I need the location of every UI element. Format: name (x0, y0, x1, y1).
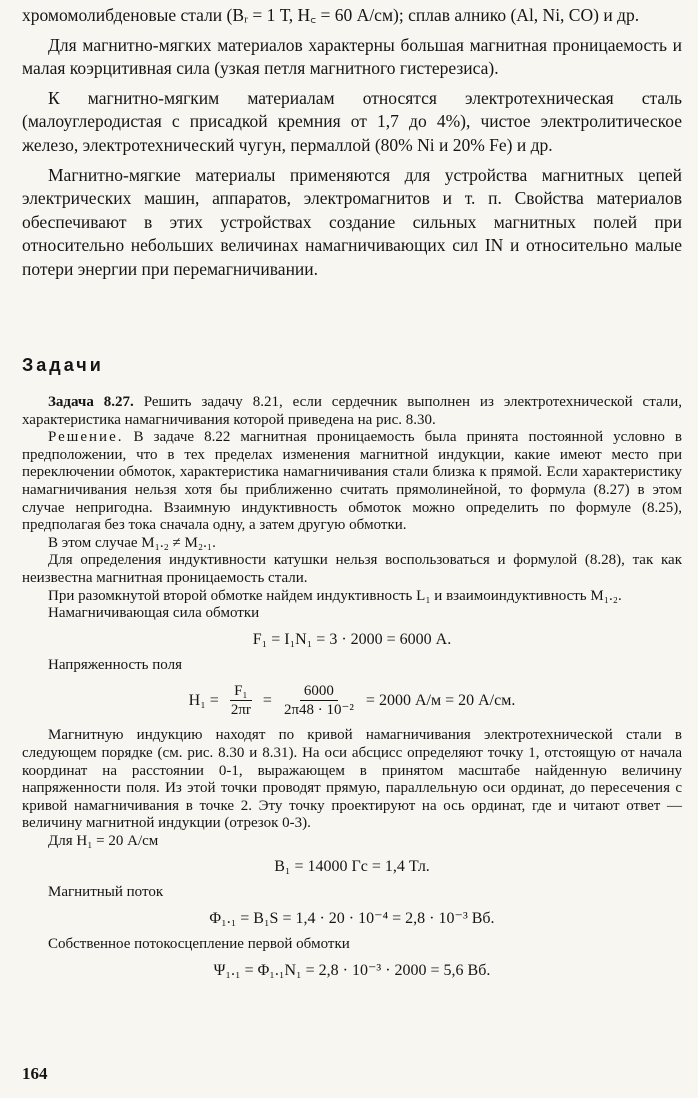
equation-b: B₁ = 14000 Гс = 1,4 Тл. (274, 858, 430, 876)
solution-label: Решение. (48, 429, 124, 446)
equation-field (22, 682, 682, 719)
for-h-line: Для H₁ = 20 А/см (48, 832, 159, 849)
eq-lhs: H₁ = (188, 692, 219, 710)
label-flux: Магнитный поток (48, 884, 164, 901)
paragraph: Магнитно-мягкие материалы применяются для устройства магнитных цепей электрических машин, аппаратов, электромагнитов и т. п. Свойства материалов обеспечивают в этих устройствах создание сильных магнитных полей при относительно небольших величинах намагничивающих сил IN и относительно малые потери энергии при перемагничивании. (22, 164, 682, 279)
equation-mmf: F₁ = I₁N₁ = 3 · 2000 = 6000 А. (252, 630, 452, 648)
paragraph: К магнитно-мягким материалам относятся электротехническая сталь (малоуглеродистая с присадкой кремния от 1,7 до 4%), чистое электролитическое железо, электротехнический чугун, пермаллой (80% Ni и 20% Fe) и др. (22, 87, 682, 155)
fraction (280, 682, 358, 719)
task-text: Решить задачу 8.21, если сердечник выполнен из электротехнической стали, характеристика намагничивания которой приведена на рис. 8.30. (22, 394, 682, 428)
paragraph: Для определения индуктивности катушки нельзя воспользоваться и формулой (8.28), так как неизвестна магнитная проницаемость стали. (22, 552, 682, 586)
eq-rhs: = 2000 А/м = 20 А/см. (365, 692, 516, 710)
case-line: В этом случае M₁.₂ ≠ M₂.₁. (48, 534, 216, 551)
numerator: F₁ (230, 682, 252, 701)
paragraph: хромомолибденовые стали (Bᵣ = 1 Т, H꜀ = 60 А/см); сплав алнико (Al, Ni, CO) и др. (22, 5, 640, 25)
page-number: 164 (22, 1064, 48, 1083)
numerator: 6000 (300, 682, 338, 701)
denominator: 2π48 · 10⁻² (283, 702, 354, 719)
denominator: 2πr (230, 702, 251, 719)
paragraph: При разомкнутой второй обмотке найдем индуктивность L₁ и взаимоиндуктивность M₁.₂. (48, 587, 622, 604)
intro-text (22, 4, 682, 282)
solution-text: В задаче 8.22 магнитная проницаемость была принята постоянной условно в предположении, что в тех пределах изменения магнитной индукции, какие имеют место при переключении обмоток, характеристика намагничивания стали близка к прямой. Если характеристику намагничивания нельзя хотя бы приближенно считать прямолинейной, то формула (8.27) в этом случае непригодна. Взаимную индуктивность обмоток можно определить по формуле (8.25), предполагая без тока сначала одну, а затем другую обмотки. (22, 429, 682, 534)
problem-section (22, 394, 682, 988)
label-mmf: Намагничивающая сила обмотки (48, 605, 260, 622)
fraction (227, 682, 255, 719)
equation-flux: Φ₁.₁ = B₁S = 1,4 · 20 · 10⁻⁴ = 2,8 · 10⁻³ Вб. (209, 910, 495, 928)
paragraph: Магнитную индукцию находят по кривой намагничивания электротехнической стали в следующем порядке (см. рис. 8.30 и 8.31). На оси абсцисс определяют точку 1, отстоящую от начала координат на расстоянии 0-1, выражающем в принятом масштабе найденную величину напряженности поля. Из этой точки проводят прямую, параллельную оси ординат, до пересечения с кривой намагничивания в точке 2. Эту точку проектируют на ось ординат, где и читают ответ — величину магнитной индукции (отрезок 0-3). (22, 727, 682, 832)
section-heading: Задачи (22, 355, 104, 375)
eq-sign: = (262, 692, 272, 710)
label-linkage: Собственное потокосцепление первой обмотки (48, 936, 350, 953)
task-label: Задача 8.27. (48, 394, 134, 410)
paragraph: Для магнитно-мягких материалов характерны большая магнитная проницаемость и малая коэрцитивная сила (узкая петля магнитного гистерезиса). (22, 34, 682, 79)
label-field: Напряженность поля (48, 656, 182, 673)
equation-linkage: Ψ₁.₁ = Φ₁.₁N₁ = 2,8 · 10⁻³ · 2000 = 5,6 Вб. (213, 961, 491, 979)
